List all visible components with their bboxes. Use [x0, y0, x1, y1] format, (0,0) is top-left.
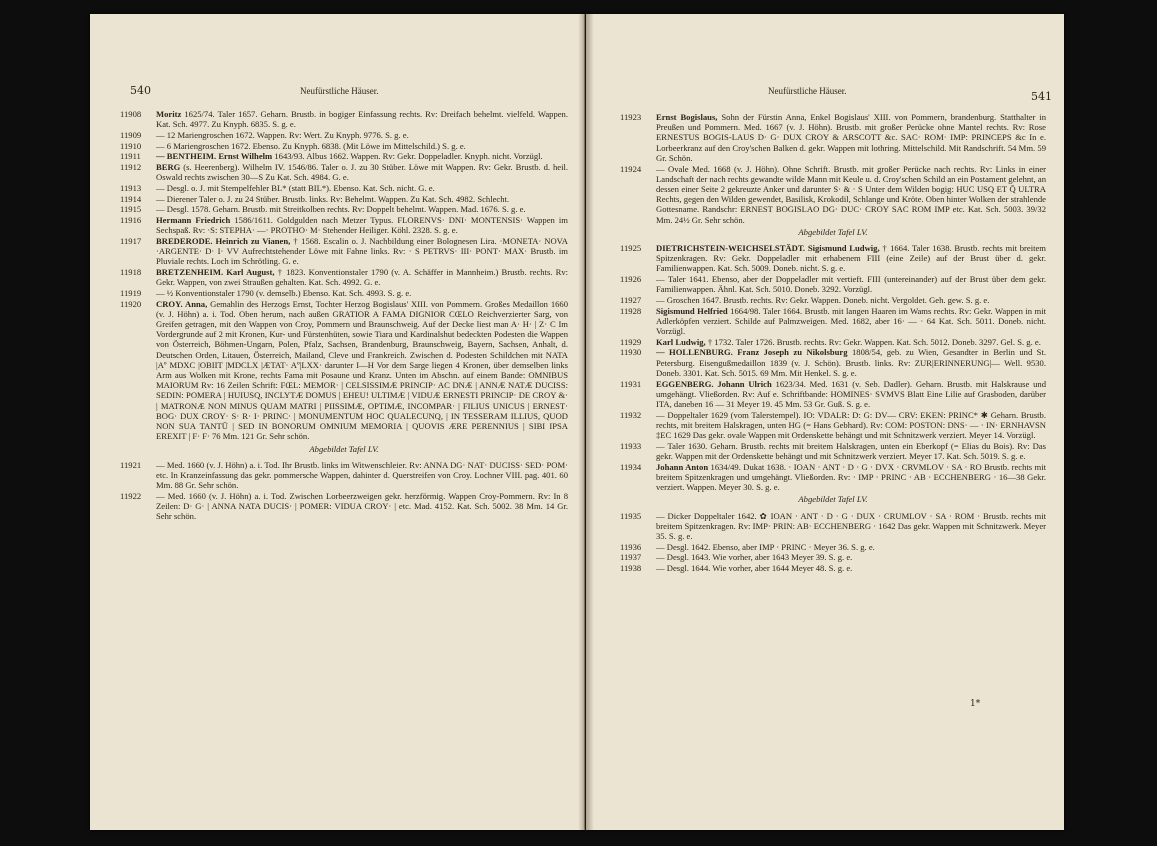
- catalog-entry: [120, 151, 568, 161]
- entry-text: [656, 441, 1046, 461]
- catalog-entry: [620, 112, 1046, 163]
- entry-description: (s. Heerenberg). Wilhelm IV. 1546/86. Taler o. J. zu 30 Stüber. Löwe mit Wappen. Rv: Gekr. Brustb. d. heil. Oswald rechts zwischen 30—S Zu Kat. Sch. 4984. G. e.: [156, 162, 568, 183]
- entry-text: [656, 511, 1046, 542]
- entry-text: [656, 295, 1046, 305]
- entry-description: — Med. 1660 (v. J. Höhn) a. i. Tod. Ihr Brustb. links im Witwenschleier. Rv: ANNA DG· NAT· DUCISS· SED· POM· etc. In Kranzeinfassung das gekr. pommersche Wappen, dahinter d. Querstreifen von Croy. Lochner VIII. pag. 401. 60 Mm. 88 Gr. Sehr schön.: [156, 459, 568, 491]
- plate-reference: Abgebildet Tafel LV.: [309, 443, 379, 454]
- entry-description: † 1823. Konventionstaler 1790 (v. A. Schäffer in Mannheim.) Brustb. rechts. Rv: Gekr. Wappen, von zwei Straußen gehalten. Kat. Sch. 4992. G. e.: [156, 267, 568, 288]
- entry-text: [156, 267, 568, 287]
- entry-description: 1664/98. Taler 1664. Brustb. mit langen Haaren im Wams rechts. Rv: Gekr. Wappen in mit Adlerköpfen verziert. Schilde auf Palmzweigen. Med. 1682, aber 16· — · 64 Kat. Sch. 5011. Doneb. nicht. Vorzügl.: [656, 305, 1046, 337]
- entry-description: 1634/49. Dukat 1638. · IOAN · ANT · D · G · DVX · CRVMLOV · SA · RO Brustb. rechts mit breitem Spitzenkragen und umgehängt. Vließorden. Rv: · IMP · PRINC · AB · ECCHENBERG · 16—38 Gekr. verziert. Wappen. Meyer 30. S. g. e.: [656, 461, 1047, 493]
- entry-text: [156, 299, 568, 442]
- lot-number: 11920: [120, 298, 142, 309]
- entry-description: — 12 Mariengroschen 1672. Wappen. Rv: Wert. Zu Knyph. 9776. S. g. e.: [156, 129, 409, 140]
- catalog-entry: [620, 379, 1046, 410]
- book-gutter: [578, 14, 594, 830]
- page-number: 541: [1031, 90, 1052, 103]
- entry-description: — Desgl. 1643. Wie vorher, aber 1643 Meyer 39. S. g. e.: [656, 552, 853, 563]
- entry-description: Gemahlin des Herzogs Ernst, Tochter Herzog Bogislaus' XIII. von Pommern. Großes Medaillon 1660 (v. J. Höhn) a. i. Tod. Oben herum, nach außen GRATIOR A FAMA DIGNIOR CŒLO Reichverzierter Sarg, von Greifen getragen, mit den Wappen von Croy, Pommern und Braunschweig. Auf der Decke liest man A· H· | Z· C Im Vordergrunde auf 2 mit Kronen, Kur- und Fürstenhüten, sowie Tiara und Kardinalshut bedeckten Podesten die Wappen von Österreich, Böhmen-Ungarn, Polen, Pfalz, Sachsen, Brandenburg, Braunschweig, Bayern, Sachsen, Anhalt, d. Deutschen Orden, Litauen, Österreich, Mailand, Cleve und Frankreich. Zwischen d. Podesten Schildchen mit NATA |Aº MDXC |OBIIT |MDCLX |ÆTAT· Aº|LXX· darunter I—H Vor dem Sarge liegen 4 Kronen, über demselben links Arm aus Wolken mit Krone, rechts Fama mit Posaune und Kranz. Unten im Abschn. auf einem Bande: OMNIBUS MAIORUM Rv: 16 Zeilen Schrift: FŒL: MEMOR· | CELSISSIMÆ PRINCIP· AC DNÆ | ANNÆ NATÆ DUCISS: SEDIN: POMERA | HUIUSQ, INCLYTÆ DOMUS | EHEU! ULTIMÆ | VIDUÆ ERNESTI PRINCIP· DE CROY &· | MATRONÆ NON MINUS QUAM MATRI | PIISSIMÆ, OPTIMÆ, INCOMPAR· | FILIUS UNICUS | ERNEST· BOG· DUX CROY· S· R· I· PRINC· | MONUMENTUM HOC QUALECUNQ, | IN TESSERAM ILLIUS, QUOD NON SUA TANTŪ | SED IN BONORUM OMNIUM MEMORIA | QUOVIS ÆRE PERENNIUS | SIBI IPSA EREXIT | F· F· 76 Mm. 121 Gr. Sehr schön.: [156, 298, 569, 442]
- lot-number: 11910: [120, 140, 142, 151]
- entry-description: — Dicker Doppeltaler 1642. ✿ IOAN · ANT · D · G · DUX · CRUMLOV · SA · ROM · Brustb. rechts mit breitem Spitzenkragen. Rv: IMP· PRIN: AB· ECCHENBERG · 1642 Das gekr. Wappen mit Schnitzwerk. Meyer 35. S. g. e.: [656, 510, 1046, 541]
- catalog-entry: [620, 511, 1046, 542]
- plate-reference: Abgebildet Tafel LV.: [798, 494, 868, 505]
- lot-number: 11908: [120, 109, 142, 119]
- entry-heading: BERG: [156, 162, 181, 173]
- entry-heading: Sigismund Helfried: [656, 305, 728, 316]
- lot-number: 11911: [120, 151, 141, 162]
- lot-number: 11925: [620, 242, 642, 253]
- catalog-entry: [620, 542, 1046, 552]
- entry-description: — Desgl. 1642. Ebenso, aber IMP · PRINC · Meyer 36. S. g. e.: [656, 541, 875, 552]
- entry-heading: CROY. Anna,: [156, 298, 208, 309]
- entry-text: [656, 274, 1046, 294]
- lot-number: 11914: [120, 193, 142, 204]
- entry-description: — Taler 1630. Geharn. Brustb. rechts mit breitem Halskragen, unten ein Eberkopf (= Elias du Bois). Rv: Das gekr. Wappen mit der Ordenskette behängt und mit Schnitzwerk verziert. Meyer 17. Kat. Sch. 5019. S. g. e.: [656, 440, 1046, 461]
- entry-text: [156, 183, 568, 193]
- entry-heading: BREDERODE. Heinrich zu Vianen,: [156, 235, 291, 246]
- entry-list: [620, 112, 1046, 574]
- lot-number: 11936: [620, 541, 642, 552]
- entry-text: [656, 337, 1046, 347]
- lot-number: 11916: [120, 215, 142, 226]
- entry-heading: BRETZENHEIM. Karl August,: [156, 267, 275, 278]
- lot-number: 11931: [620, 378, 642, 389]
- entry-description: — Taler 1641. Ebenso, aber der Doppeladler mit vertieft. FIII (untereinander) auf der Brust über dem gekr. Familienwappen. Ähnl. Kat. Sch. 5010. Doneb. 3292. Vorzügl.: [656, 274, 1046, 295]
- entry-text: [656, 347, 1046, 378]
- lot-number: 11923: [620, 112, 642, 122]
- right-page: [586, 14, 1064, 830]
- catalog-entry: [620, 441, 1046, 461]
- catalog-entry: [120, 109, 568, 129]
- entry-text: [156, 109, 568, 129]
- catalog-entry: [620, 274, 1046, 294]
- entry-heading: Johann Anton: [656, 461, 709, 472]
- entry-description: — Desgl. 1644. Wie vorher, aber 1644 Meyer 48. S. g. e.: [656, 563, 853, 574]
- entry-text: [156, 460, 568, 491]
- lot-number: 11928: [620, 305, 642, 316]
- entry-text: [156, 141, 568, 151]
- entry-text: [156, 288, 568, 298]
- entry-text: [156, 194, 568, 204]
- entry-text: [156, 130, 568, 140]
- lot-number: 11922: [120, 490, 142, 501]
- entry-description: 1623/34. Med. 1631 (v. Seb. Dadler). Geharn. Brustb. mit Halskrause und umgehängt. Vließorden. Rv: Auf e. Schriftbande: HOMINES· SVMVS Blatt Eine Lilie auf Grasboden, darüber ITA, daneben 16 — 31 Meyer 19. 45 Mm. 53 Gr. Guß. S. g. e.: [656, 378, 1046, 409]
- lot-number: 11938: [620, 563, 642, 574]
- entry-description: — Desgl. o. J. mit Stempelfehler BL* (statt BIL*). Ebenso. Kat. Sch. nicht. G. e.: [156, 182, 435, 193]
- catalog-entry: [120, 183, 568, 193]
- entry-description: — Ovale Med. 1668 (v. J. Höhn). Ohne Schrift. Brustb. mit großer Perücke nach rechts. Rv: Links in einer Landschaft der nach rechts gewandte wilde Mann mit Keule u. d. Croy'schen Schild an ein Postament gelehnt, an dessen einer Seite 2 gekreuzte Anker und darunter S· & · S Unter dem Wilden bogig: HUC USQ ET Q̄ ULTRA Rechts, gegen den Wilden gewendet, Basilisk, Krokodil, Schlange und Kröte. Oben hinter Wolken der strahlende Gottesname. Randschr: ERNEST BOGISLAO DG· DUC· CROY SAC ROM IMP etc. Kat. Sch. 5003. 39/32 Mm. 24½ Gr. Sehr schön.: [656, 163, 1046, 225]
- catalog-entry: [620, 164, 1046, 225]
- catalog-entry: [620, 462, 1046, 493]
- entry-heading: EGGENBERG. Johann Ulrich: [656, 378, 772, 389]
- catalog-entry: [120, 141, 568, 151]
- plate-reference: Abgebildet Tafel LV.: [798, 226, 868, 237]
- lot-number: 11930: [620, 347, 642, 358]
- entry-text: [656, 112, 1046, 163]
- entry-text: [656, 379, 1046, 410]
- lot-number: 11926: [620, 274, 642, 285]
- lot-number: 11917: [120, 235, 142, 246]
- left-page: [90, 14, 585, 830]
- entry-text: [656, 410, 1046, 441]
- catalog-entry: [120, 288, 568, 298]
- entry-text: [656, 563, 1046, 573]
- entry-description: † 1568. Escalin o. J. Nachbildung einer Bolognesen Lira. ·MONETA· NOVA ·ARGENTE· D· I· VV Aufrechtstehender Löwe mit Fahne links. Rv: · S PETRVS· III· PONT· MAX· Brustb. im Pluviale rechts. Loch im Schrötling. G. e.: [156, 235, 568, 267]
- entry-description: † 1732. Taler 1726. Brustb. rechts. Rv: Gekr. Wappen. Kat. Sch. 5012. Doneb. 3297. Gel. S. g. e.: [707, 336, 1041, 347]
- entry-description: Sohn der Fürstin Anna, Enkel Bogislaus' XIII. von Pommern, brandenburg. Statthalter in Preußen und Pommern. Med. 1667 (v. J. Höhn). Brustb. mit großer Perücke ohne Mantel rechts. Rv: Rose ERNESTUS BOGIS-LAUS D· G· DUX CROY & ARSCOTT &c. SAC· ROM· IMP: PRINCEPS &c In e. Lorbeerkranz auf den Croy'schen Balken d. gekr. Wappen mit lothring. Mittelschild. Mit Randschrift. 54 Mm. 59 Gr. Schön.: [656, 112, 1046, 163]
- entry-heading: — HOLLENBURG. Franz Joseph zu Nikolsburg: [656, 347, 848, 358]
- entry-text: [656, 542, 1046, 552]
- entry-description: 1643/93. Albus 1662. Wappen. Rv: Gekr. Doppeladler. Knyph. nicht. Vorzügl.: [274, 151, 543, 162]
- catalog-entry: [620, 552, 1046, 562]
- entry-text: [656, 462, 1046, 493]
- catalog-entry: [120, 204, 568, 214]
- lot-number: 11935: [620, 510, 642, 521]
- entry-text: [156, 151, 568, 161]
- lot-number: 11909: [120, 129, 142, 140]
- entry-text: [156, 204, 568, 214]
- entry-description: — Med. 1660 (v. J. Höhn) a. i. Tod. Zwischen Lorbeerzweigen gekr. herzförmig. Wappen Croy-Pommern. Rv: In 8 Zeilen: D· G· | ANNA NATA DUCIS· | POMER: VIDUA CROY· | etc. Mad. 4152. Kat. Sch. 5002. 38 Mm. 14 Gr. Sehr schön.: [156, 490, 568, 522]
- entry-description: 1625/74. Taler 1657. Geharn. Brustb. in bogiger Einfassung rechts. Rv: Dreifach behelmt. vielfeld. Wappen. Kat. Sch. 4977. Zu Knyph. 6835. S. g. e.: [156, 109, 568, 130]
- catalog-entry: [620, 295, 1046, 305]
- lot-number: 11927: [620, 294, 642, 305]
- entry-text: [156, 491, 568, 522]
- catalog-entry: [620, 337, 1046, 347]
- lot-number: 11933: [620, 440, 642, 451]
- entry-description: 1808/54, geb. zu Wien, Gesandter in Berlin und St. Petersburg. Eisengußmedaillon 1839 (v. J. Schön). Brustb. links. Rv: ZUR|ERINNERUNG|— Well. 9530. Doneb. 3301. Kat. Sch. 5015. 69 Mm. Mit Henkel. S. g. e.: [656, 347, 1047, 378]
- catalog-entry: [120, 215, 568, 235]
- entry-text: [656, 164, 1046, 225]
- catalog-entry: [120, 162, 568, 182]
- lot-number: 11921: [120, 459, 142, 470]
- entry-heading: Karl Ludwig,: [656, 336, 706, 347]
- lot-number: 11934: [620, 461, 642, 472]
- catalog-entry: [120, 236, 568, 267]
- lot-number: 11937: [620, 552, 642, 563]
- entry-text: [156, 236, 568, 267]
- catalog-entry: [620, 563, 1046, 573]
- entry-text: [656, 306, 1046, 337]
- signature-mark: 1*: [970, 699, 981, 709]
- entry-heading: Hermann Friedrich: [156, 215, 231, 226]
- catalog-entry: [120, 194, 568, 204]
- catalog-entry: [120, 460, 568, 491]
- entry-description: — ½ Konventionstaler 1790 (v. demselb.) Ebenso. Kat. Sch. 4993. S. g. e.: [156, 287, 412, 298]
- catalog-entry: [620, 347, 1046, 378]
- entry-text: [156, 215, 568, 235]
- entry-description: — Dierener Taler o. J. zu 24 Stüber. Brustb. links. Rv: Behelmt. Wappen. Zu Kat. Sch. 4982. Schlecht.: [156, 193, 510, 204]
- entry-description: — 6 Mariengroschen 1672. Ebenso. Zu Knyph. 6838. (Mit Löwe im Mittelschild.) S. g. e.: [156, 140, 466, 151]
- lot-number: 11919: [120, 287, 142, 298]
- catalog-entry: [120, 267, 568, 287]
- entry-text: [656, 243, 1046, 274]
- entry-heading: — BENTHEIM. Ernst Wilhelm: [156, 151, 273, 162]
- entry-text: [156, 162, 568, 182]
- lot-number: 11932: [620, 409, 642, 420]
- catalog-entry: [120, 299, 568, 442]
- lot-number: 11924: [620, 163, 642, 174]
- catalog-entry: [620, 410, 1046, 441]
- page-number: 540: [130, 84, 151, 97]
- entry-description: — Desgl. 1578. Geharn. Brustb. mit Streitkolben rechts. Rv: Doppelt behelmt. Wappen. Mad. 1676. S. g. e.: [156, 204, 526, 215]
- entry-description: — Doppeltaler 1629 (vom Talerstempel). IO: VDALR: D: G: DV— CRV: EKEN: PRINC* ✱ Geharn. Brustb. rechts, mit breitem Halskragen, unten HG (= Hans Gebhard). Rv: COM: POSTON: DNS· — · IN· ERNHAVSN ‡EC 1629 Das gekr. ovale Wappen mit Ordenskette behängt und mit Schnitzwerk verziert. Meyer 14. Vorzügl.: [656, 409, 1046, 441]
- entry-heading: Moritz: [156, 109, 182, 119]
- lot-number: 11918: [120, 267, 142, 278]
- running-header: Neufürstliche Häuser.: [768, 86, 847, 96]
- lot-number: 11915: [120, 204, 142, 215]
- catalog-entry: [120, 130, 568, 140]
- entry-description: — Groschen 1647. Brustb. rechts. Rv: Gekr. Wappen. Doneb. nicht. Vergoldet. Geh. gew. S. g. e.: [656, 294, 990, 305]
- entry-description: † 1664. Taler 1638. Brustb. rechts mit breitem Spitzenkragen. Rv: Gekr. Doppeladler mit erhabenem FIII (eine Zeile) auf der Brust über d. gekr. Familienwappen. Kat. Sch. 5009. Doneb. nicht. S. g. e.: [656, 242, 1046, 274]
- running-header: Neufürstliche Häuser.: [300, 86, 379, 96]
- catalog-entry: [620, 306, 1046, 337]
- entry-list: [120, 109, 568, 522]
- catalog-entry: [620, 243, 1046, 274]
- entry-heading: DIETRICHSTEIN-WEICHSELSTÄDT. Sigismund Ludwig,: [656, 242, 880, 253]
- lot-number: 11912: [120, 162, 142, 173]
- entry-heading: Ernst Bogislaus,: [656, 112, 718, 122]
- lot-number: 11929: [620, 336, 642, 347]
- entry-text: [656, 552, 1046, 562]
- entry-description: 1586/1611. Goldgulden nach Metzer Typus. FLORENVS· DNI· MONTENSIS· Wappen im Sechspaß. Rv: ·S: STEPHA· —· PROTHO· M· Stehender Heiliger. Köhl. 2328. S. g. e.: [156, 215, 568, 236]
- lot-number: 11913: [120, 182, 142, 193]
- catalog-entry: [120, 491, 568, 522]
